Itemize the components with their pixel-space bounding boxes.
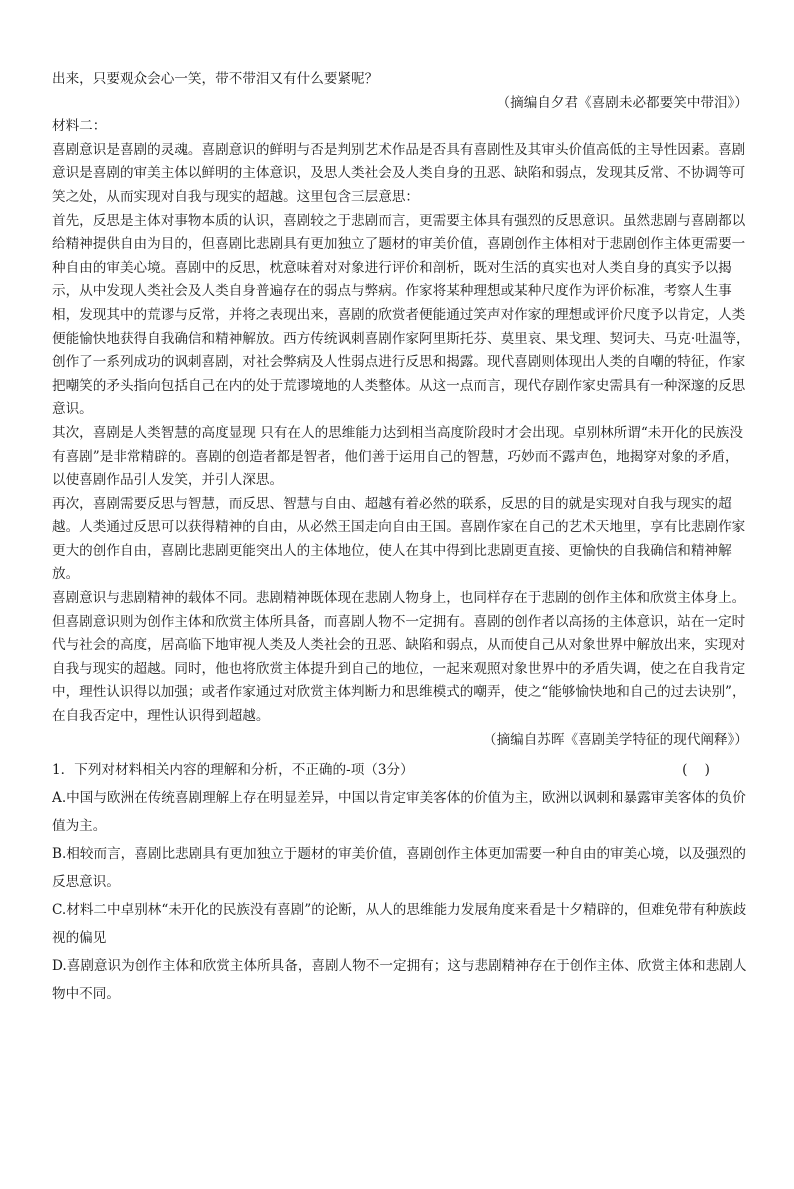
- question-block: [52, 756, 752, 1008]
- answer-bracket: ( ): [682, 762, 710, 779]
- source-citation-2: （摘编自苏晖《喜剧美学特征的现代阐释》）: [482, 731, 748, 748]
- paragraph-5: 喜剧意识与悲剧精神的载体不同。悲剧精神既体现在悲剧人物身上，也同样存在于悲剧的创作主体和欣赏主体身上。但喜剧意识则为创作主体和欣赏主体所具备，而喜剧人物不一定拥有。喜剧的创作者以高扬的主体意识，站在一定时代与社会的高度，居高临下地审视人类及人类社会的丑恶、缺陷和弱点，从而使自己从对象世界中解放出来，实现对自我与现实的超越。同时，他也将欣赏主体提升到自己的地位，一起来观照对象世界中的矛盾失调，使之在自我肯定中，理性认识得以加强；或者作家通过对欣赏主体判断力和思维模式的嘲弄，使之“能够愉快地和自己的过去诀别”，在自我否定中，理性认识得到超越。: [52, 590, 746, 725]
- option-a: A.中国与欧洲在传统喜剧理解上存在明显差异，中国以肯定审美客体的价值为主，欧洲以讽刺和暴露审美客体的负价值为主。: [52, 790, 746, 835]
- option-d: D.喜剧意识为创作主体和欣赏主体所具备，喜剧人物不一定拥有；这与悲剧精神存在于创作主体、欣赏主体和悲剧人物中不同。: [52, 958, 747, 1003]
- lead-line: 出来，只要观众会心一笑，带不带泪又有什么要紧呢？: [52, 71, 379, 87]
- document-page: [52, 68, 752, 1008]
- material-2-heading: 材料二：: [52, 118, 107, 135]
- question-stem-row: [52, 756, 752, 784]
- question-stem: 1．下列对材料相关内容的理解和分析，不正确的-项（3分）: [52, 762, 414, 779]
- paragraph-3: 其次，喜剧是人类智慧的高度显现 只有在人的思维能力达到相当高度阶段时才会出现。卓别林所谓“未开化的民族没有喜剧”是非常精辟的。喜剧的创造者都是智者，他们善于运用自己的智慧，巧妙而不露声色，地揭穿对象的矛盾，以使喜剧作品引人发笑，并引人深思。: [52, 424, 743, 489]
- option-c: C.材料二中卓别林“未开化的民族没有喜剧”的论断，从人的思维能力发展角度来看是十夕精辟的，但难免带有种族歧视的偏见: [52, 902, 747, 947]
- option-b: B.相较而言，喜剧比悲剧具有更加独立于题材的审美价值，喜剧创作主体更加需要一种自由的审美心境，以及强烈的反思意识。: [52, 846, 746, 891]
- paragraph-2: 首先，反思是主体对事物本质的认识，喜剧较之于悲剧而言，更需要主体具有强烈的反思意识。虽然悲剧与喜剧都以给精神提供自由为目的，但喜剧比悲剧具有更加独立了题材的审美价值，喜剧创作主体相对于悲剧创作主体更需要一种自由的审美心境。喜剧中的反思，枕意味着对对象进行评价和剖析，既对生活的真实也对人类自身的真实予以揭示，从中发现人类社会及人类自身普遍存在的弱点与弊病。作家将某种理想或某种尺度作为评价标准，考察人生事相，发现其中的荒谬与反常，并将之表现出来，喜剧的欣赏者便能通过笑声对作家的理想或评价尺度予以肯定，人类便能愉快地获得自我确信和精神解放。西方传统讽刺喜剧作家阿里斯托芬、莫里哀、果戈理、契诃夫、马克·吐温等，创作了一系列成功的讽刺喜剧，对社会弊病及人性弱点进行反思和揭露。现代喜剧则体现出人类的自嘲的特征，作家把嘲笑的矛头指向包括自己在内的处于荒谬境地的人类整体。从这一点而言，现代存剧作家史需具有一种深邃的反思意识。: [52, 212, 750, 418]
- paragraph-4: 再次，喜剧需要反思与智慧，而反思、智慧与自由、超越有着必然的联系，反思的目的就是实现对自我与现实的超越。人类通过反思可以获得精神的自由，从必然王国走向自由王国。喜剧作家在自己的艺术天地里，享有比悲剧作家更大的创作自由，喜剧比悲剧更能突出人的主体地位，使人在其中得到比悲剧更直接、更愉快的自我确信和精神解放。: [52, 495, 746, 583]
- paragraph-1: 喜剧意识是喜剧的灵魂。喜剧意识的鲜明与否是判别艺术作品是否具有喜剧性及其审头价值高低的主导性因素。喜剧意识是喜剧的审美主体以鲜明的主体意识，及思人类社会及人类自身的丑恶、缺陷和弱点，发现其反常、不协调等可笑之处，从而实现对自我与现实的超越。这里包含三层意思：: [52, 141, 746, 205]
- source-citation-1: （摘编自夕君《喜剧未必都要笑中带泪》）: [496, 94, 748, 111]
